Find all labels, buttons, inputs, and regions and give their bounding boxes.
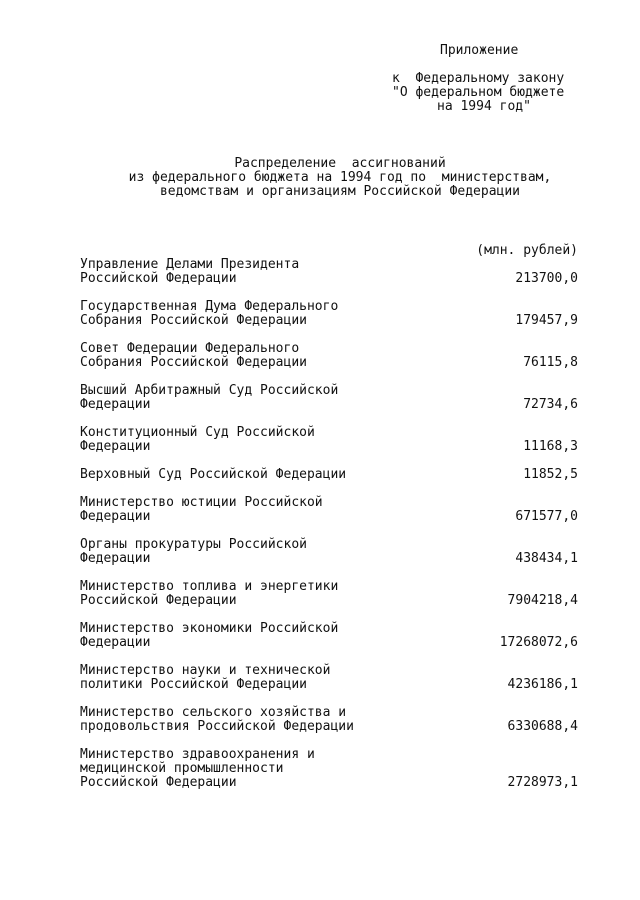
organization-name-line: Федерации: [80, 551, 151, 566]
organization-name: [80, 748, 490, 790]
allocation-row: [80, 664, 578, 692]
organization-name-line: политики Российской Федерации: [80, 677, 307, 692]
allocation-row: [80, 300, 578, 328]
organization-name: [80, 258, 490, 286]
organization-name-line: Российской Федерации: [80, 775, 237, 790]
allocation-row: [80, 384, 578, 412]
organization-name: [80, 426, 490, 454]
organization-name-line: Федерации: [80, 397, 151, 412]
organization-name-line: Органы прокуратуры Российской: [80, 537, 307, 552]
appendix-law-year-line: на 1994 год": [437, 99, 531, 114]
organization-name-line: Министерство сельского хозяйства и: [80, 705, 347, 720]
organization-name-line: Министерство экономики Российской: [80, 621, 339, 636]
organization-name-line: Российской Федерации: [80, 593, 237, 608]
allocation-amount: 17268072,6: [499, 635, 578, 650]
allocation-row: [80, 748, 578, 790]
appendix-header: [392, 44, 592, 114]
allocation-row: [80, 258, 578, 286]
organization-name-line: Собрания Российской Федерации: [80, 355, 307, 370]
organization-name: [80, 496, 490, 524]
organization-name: [80, 538, 490, 566]
allocation-amount: 179457,9: [515, 313, 578, 328]
organization-name-line: Министерство здравоохранения и: [80, 747, 315, 762]
organization-name-line: Верховный Суд Российской Федерации: [80, 467, 347, 482]
allocation-amount: 438434,1: [515, 551, 578, 566]
allocation-amount: 6330688,4: [507, 719, 578, 734]
organization-name-line: Высший Арбитражный Суд Российской: [80, 383, 339, 398]
organization-name-line: продовольствия Российской Федерации: [80, 719, 354, 734]
allocation-amount: 72734,6: [523, 397, 578, 412]
organization-name-line: Конституционный Суд Российской: [80, 425, 315, 440]
appendix-law-title-line: "О федеральном бюджете: [392, 85, 565, 100]
title-line-1: Распределение ассигнований: [234, 156, 446, 171]
organization-name-line: Министерство науки и технической: [80, 663, 331, 678]
allocation-row: [80, 706, 578, 734]
appendix-law-line: к Федеральному закону: [392, 71, 565, 86]
allocation-row: [80, 580, 578, 608]
organization-name: [80, 342, 490, 370]
allocation-amount: 2728973,1: [507, 775, 578, 790]
organization-name: [80, 468, 490, 482]
organization-name-line: Управление Делами Президента: [80, 257, 300, 272]
organization-name-line: Министерство топлива и энергетики: [80, 579, 339, 594]
allocation-amount: 4236186,1: [507, 677, 578, 692]
allocation-row: [80, 342, 578, 370]
allocation-amount: 11168,3: [523, 439, 578, 454]
organization-name-line: Федерации: [80, 509, 151, 524]
organization-name-line: Федерации: [80, 439, 151, 454]
appendix-label: Приложение: [440, 43, 519, 58]
organization-name: [80, 622, 490, 650]
organization-name: [80, 300, 490, 328]
organization-name: [80, 706, 490, 734]
allocation-row: [80, 496, 578, 524]
allocation-row: [80, 538, 578, 566]
title-line-3: ведомствам и организациям Российской Федерации: [159, 184, 521, 199]
organization-name-line: Собрания Российской Федерации: [80, 313, 307, 328]
allocation-row: [80, 622, 578, 650]
allocation-amount: 76115,8: [523, 355, 578, 370]
organization-name-line: медицинской промышленности: [80, 761, 284, 776]
allocation-amount: 7904218,4: [507, 593, 578, 608]
organization-name-line: Российской Федерации: [80, 271, 237, 286]
organization-name-line: Государственная Дума Федерального: [80, 299, 339, 314]
document-title: [80, 157, 600, 199]
organization-name: [80, 664, 490, 692]
allocation-amount: 213700,0: [515, 271, 578, 286]
allocation-list: [80, 258, 578, 804]
organization-name-line: Совет Федерации Федерального: [80, 341, 300, 356]
organization-name-line: Министерство юстиции Российской: [80, 495, 323, 510]
organization-name: [80, 384, 490, 412]
organization-name: [80, 580, 490, 608]
organization-name-line: Федерации: [80, 635, 151, 650]
allocation-amount: 671577,0: [515, 509, 578, 524]
units-label: (млн. рублей): [476, 243, 578, 258]
allocation-row: [80, 468, 578, 482]
allocation-row: [80, 426, 578, 454]
title-line-2: из федерального бюджета на 1994 год по министерствам,: [128, 170, 552, 185]
allocation-amount: 11852,5: [523, 467, 578, 482]
